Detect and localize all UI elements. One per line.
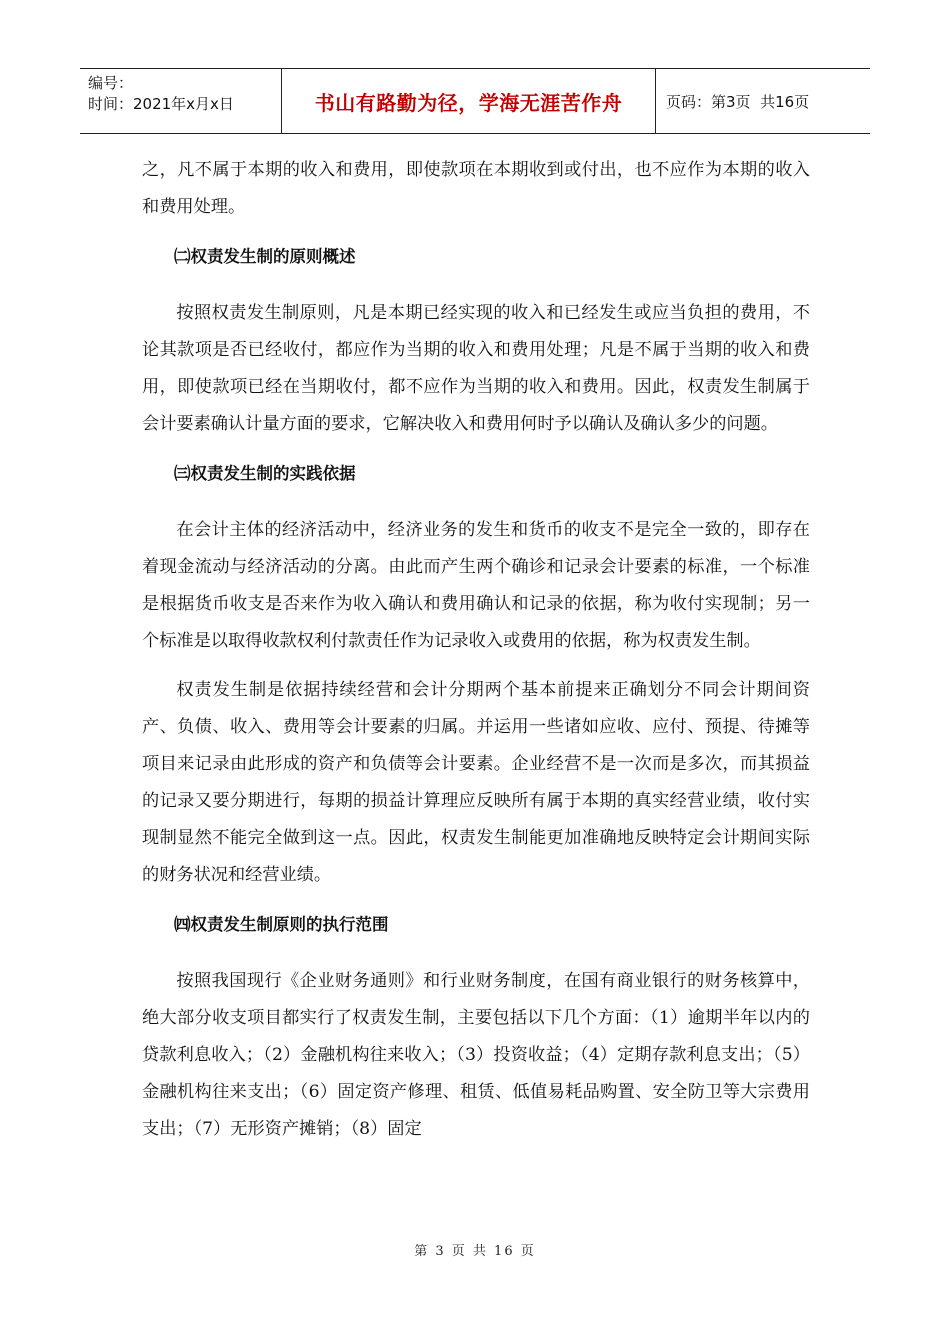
page-header bbox=[80, 68, 870, 134]
header-motto: 书山有路勤为径，学海无涯苦作舟 bbox=[282, 69, 656, 133]
header-page-info bbox=[656, 69, 870, 133]
header-page-label: 页码：第3页 共16页 bbox=[666, 92, 810, 111]
header-meta bbox=[80, 69, 282, 133]
paragraph-practice-basis-1: 在会计主体的经济活动中，经济业务的发生和货币的收支不是完全一致的，即存在着现金流动与经济活动的分离。由此而产生两个确诊和记录会计要素的标准，一个标准是根据货币收支是否来作为收入确认和费用确认和记录的依据，称为收付实现制；另一个标准是以取得收款权利付款责任作为记录收入或费用的依据，称为权责发生制。 bbox=[142, 520, 810, 651]
page-footer: 第 3 页 共 16 页 bbox=[414, 1244, 536, 1259]
document-date-label: 时间：2021年x月x日 bbox=[88, 95, 234, 113]
paragraph-continuation: 之，凡不属于本期的收入和费用，即使款项在本期收到或付出，也不应作为本期的收入和费用处理。 bbox=[142, 160, 810, 217]
section-heading-4: ㈣权责发生制原则的执行范围 bbox=[174, 915, 389, 934]
section-heading-3: ㈢权责发生制的实践依据 bbox=[174, 464, 356, 483]
paragraph-practice-basis-2: 权责发生制是依据持续经营和会计分期两个基本前提来正确划分不同会计期间资产、负债、收入、费用等会计要素的归属。并运用一些诸如应收、应付、预提、待摊等项目来记录由此形成的资产和负债等会计要素。企业经营不是一次而是多次，而其损益的记录又要分期进行，每期的损益计算理应反映所有属于本期的真实经营业绩，收付实现制显然不能完全做到这一点。因此，权责发生制能更加准确地反映特定会计期间实际的财务状况和经营业绩。 bbox=[142, 680, 810, 885]
document-body bbox=[142, 152, 810, 1160]
paragraph-principle-overview: 按照权责发生制原则，凡是本期已经实现的收入和已经发生或应当负担的费用，不论其款项是否已经收付，都应作为当期的收入和费用处理；凡是不属于当期的收入和费用，即使款项已经在当期收付，都不应作为当期的收入和费用。因此，权责发生制属于会计要素确认计量方面的要求，它解决收入和费用何时予以确认及确认多少的问题。 bbox=[142, 303, 810, 434]
section-heading-2: ㈡权责发生制的原则概述 bbox=[174, 247, 356, 266]
document-number-label: 编号： bbox=[88, 74, 134, 92]
paragraph-execution-scope: 按照我国现行《企业财务通则》和行业财务制度，在国有商业银行的财务核算中，绝大部分收支项目都实行了权责发生制，主要包括以下几个方面：（1）逾期半年以内的贷款利息收入；（2）金融机构往来收入；（3）投资收益；（4）定期存款利息支出；（5）金融机构往来支出；（6）固定资产修理、租赁、低值易耗品购置、安全防卫等大宗费用支出；（7）无形资产摊销；（8）固定 bbox=[142, 971, 810, 1139]
